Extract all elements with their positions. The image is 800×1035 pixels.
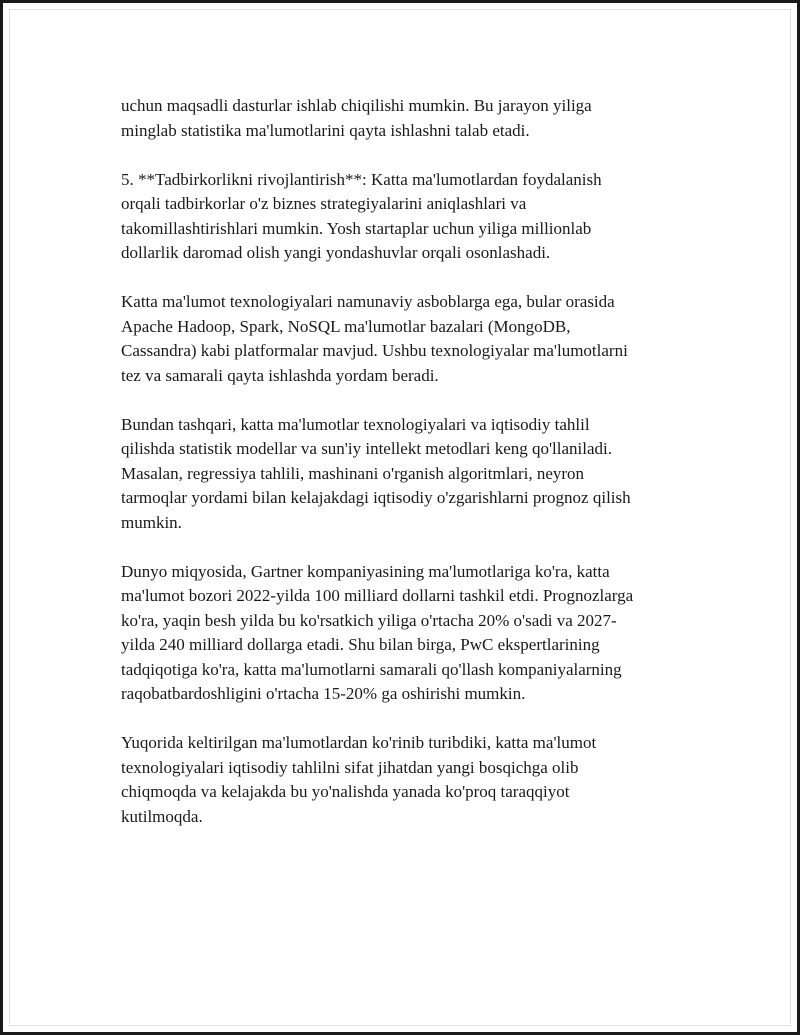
paragraph bbox=[121, 290, 696, 388]
text-line: raqobatbardoshligini o'rtacha 15-20% ga oshirishi mumkin. bbox=[121, 684, 526, 703]
paragraph bbox=[121, 94, 696, 143]
text-line: ko'ra, yaqin besh yilda bu ko'rsatkich yiliga o'rtacha 20% o'sadi va 2027- bbox=[121, 610, 617, 630]
paragraph bbox=[121, 413, 696, 536]
text-line: orqali tadbirkorlar o'z biznes strategiyalarini aniqlashlari va bbox=[121, 194, 527, 213]
paragraph bbox=[121, 731, 696, 829]
text-line: Dunyo miqyosida, Gartner kompaniyasining ma'lumotlariga ko'ra, katta bbox=[121, 561, 610, 581]
text-line: kutilmoqda. bbox=[121, 806, 203, 826]
text-line: dollarlik daromad olish yangi yondashuvlar orqali osonlashadi. bbox=[121, 243, 551, 262]
text-line: yilda 240 milliard dollarga etadi. Shu bilan birga, PwC ekspertlarining bbox=[121, 635, 600, 654]
text-line: texnologiyalari iqtisodiy tahlilni sifat jihatdan yangi bosqichga olib bbox=[121, 757, 579, 777]
text-line: qilishda statistik modellar va sun'iy intellekt metodlari keng qo'llaniladi. bbox=[121, 439, 613, 458]
text-line: mumkin. bbox=[121, 512, 182, 532]
text-line: uchun maqsadli dasturlar ishlab chiqilishi mumkin. Bu jarayon yiliga bbox=[121, 96, 592, 115]
text-line: tadqiqotiga ko'ra, katta ma'lumotlarni samarali qo'llash kompaniyalarning bbox=[121, 659, 622, 679]
text-line: Yuqorida keltirilgan ma'lumotlardan ko'rinib turibdiki, katta ma'lumot bbox=[121, 733, 597, 752]
paragraph bbox=[121, 560, 696, 707]
text-line: Bundan tashqari, katta ma'lumotlar texnologiyalari va iqtisodiy tahlil bbox=[121, 414, 590, 434]
text-line: Masalan, regressiya tahlili, mashinani o'rganish algoritmlari, neyron bbox=[121, 463, 585, 483]
text-line: minglab statistika ma'lumotlarini qayta ishlashni talab etadi. bbox=[121, 120, 530, 140]
text-line: ma'lumot bozori 2022-yilda 100 milliard dollarni tashkil etdi. Prognozlarga bbox=[121, 586, 634, 605]
text-line: chiqmoqda va kelajakda bu yo'nalishda yanada ko'proq taraqqiyot bbox=[121, 782, 570, 801]
text-line: tarmoqlar yordami bilan kelajakdagi iqtisodiy o'zgarishlarni prognoz qilish bbox=[121, 488, 631, 507]
paragraph bbox=[121, 168, 696, 266]
text-line: tez va samarali qayta ishlashda yordam beradi. bbox=[121, 365, 439, 385]
text-line: Cassandra) kabi platformalar mavjud. Ushbu texnologiyalar ma'lumotlarni bbox=[121, 341, 628, 360]
text-line: Apache Hadoop, Spark, NoSQL ma'lumotlar bazalari (MongoDB, bbox=[121, 316, 571, 336]
text-line: 5. **Tadbirkorlikni rivojlantirish**: Katta ma'lumotlardan foydalanish bbox=[121, 169, 602, 189]
text-line: takomillashtirishlari mumkin. Yosh startaplar uchun yiliga millionlab bbox=[121, 218, 592, 238]
document-body bbox=[121, 94, 696, 854]
text-line: Katta ma'lumot texnologiyalari namunaviy asboblarga ega, bular orasida bbox=[121, 292, 615, 311]
